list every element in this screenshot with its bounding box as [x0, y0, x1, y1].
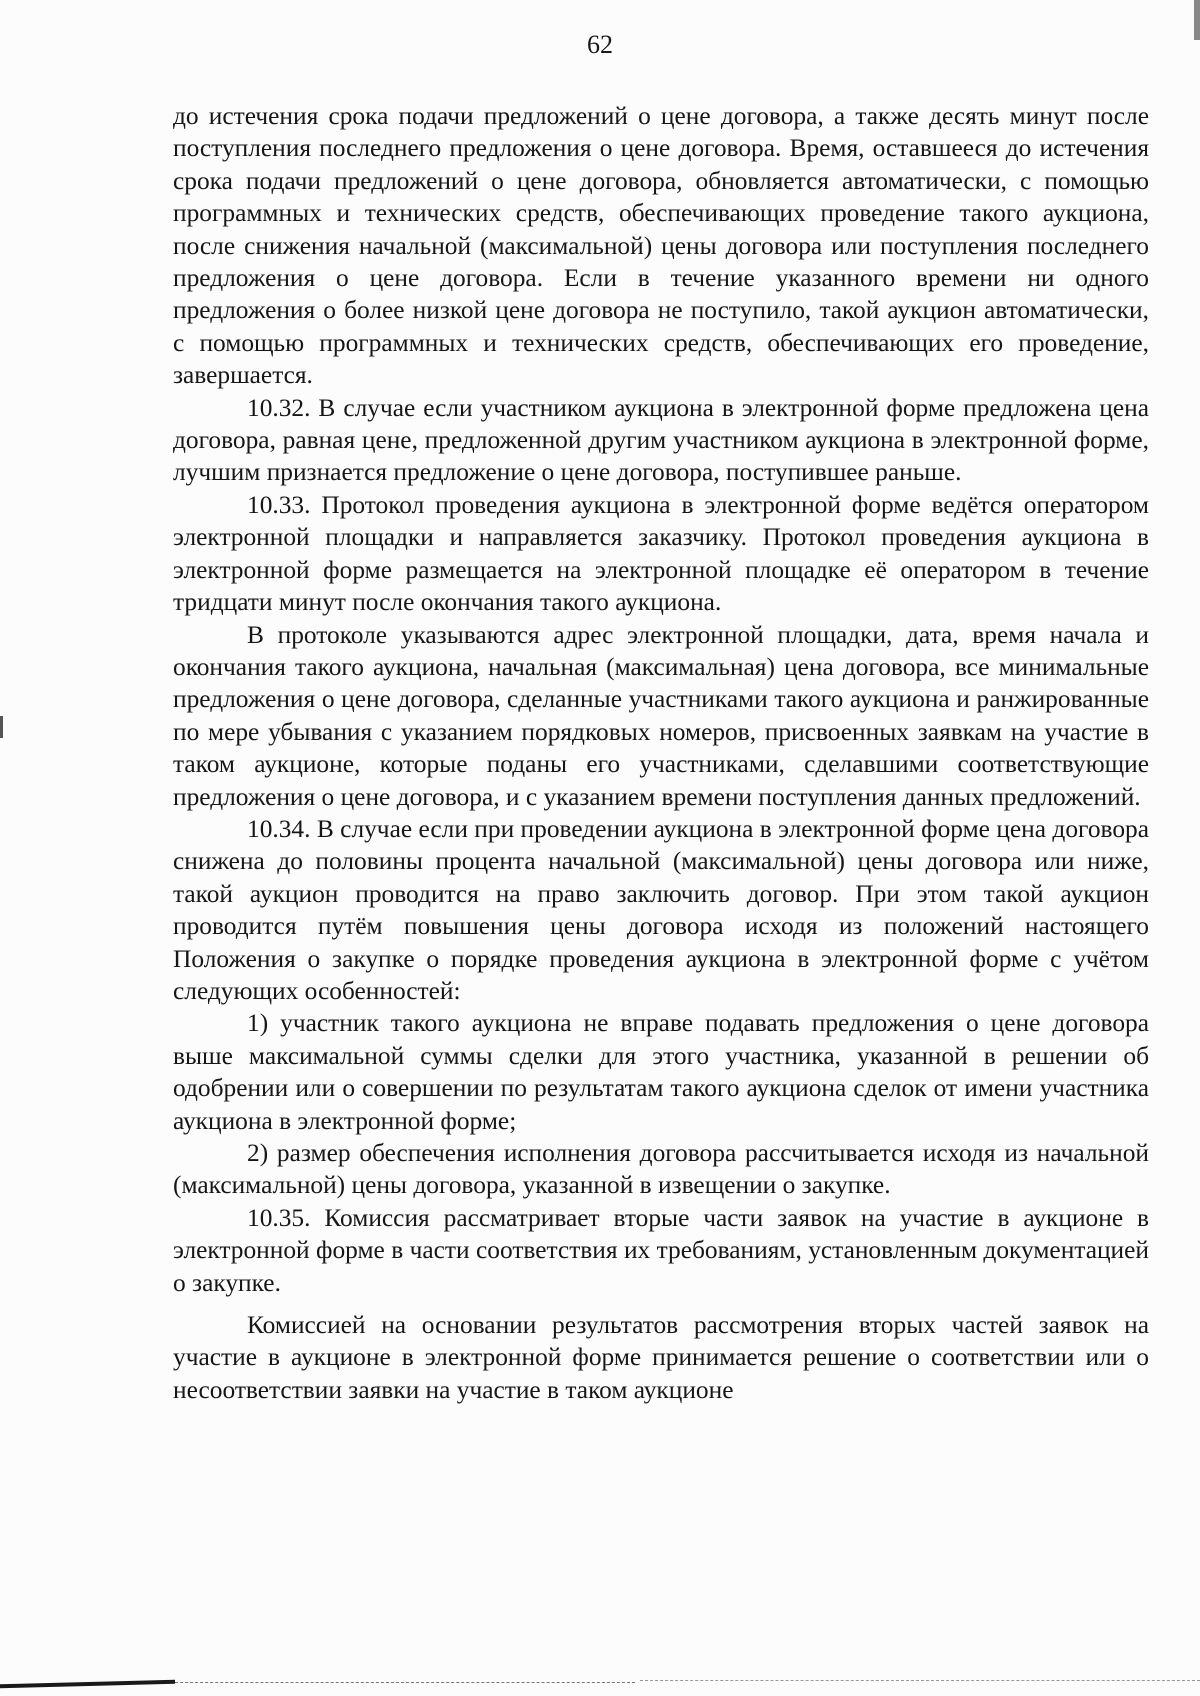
list-item-1: 1) участник такого аукциона не вправе подавать предложения о цене договора выше максимальной суммы сделки для этого участника, указанной в решении об одобрении или о совершении по результатам такого аукциона сделок от имени участника аукциона в электронной форме; [173, 1009, 1149, 1135]
scan-artifact [0, 1670, 1200, 1696]
scan-artifact [0, 716, 3, 738]
paragraph-10-32: 10.32. В случае если участником аукциона в электронной форме предложена цена договора, равная цене, предложенной другим участником аукциона в электронной форме, лучшим признается предложение о цене договора, поступившее раньше. [173, 393, 1149, 487]
paragraph-protocol-contents: В протоколе указываются адрес электронной площадки, дата, время начала и окончания такого аукциона, начальная (максимальная) цена договора, все минимальные предложения о цене договора, сделанные участниками такого аукциона и ранжированные по мере убывания с указанием порядковых номеров, присвоенных заявкам на участие в таком аукционе, которые поданы его участниками, сделавшими соответствующие предложения о цене договора, и с указанием времени поступления данных предложений. [173, 620, 1149, 811]
list-item-2: 2) размер обеспечения исполнения договора рассчитывается исходя из начальной (максимальной) цены договора, указанной в извещении о закупке. [173, 1139, 1149, 1200]
paragraph-10-33: 10.33. Протокол проведения аукциона в электронной форме ведётся оператором электронной площадки и направляется заказчику. Протокол проведения аукциона в электронной форме размещается на электронной площадке её оператором в течение тридцати минут после окончания такого аукциона. [173, 490, 1149, 617]
page-number: 62 [587, 30, 613, 59]
document-body [173, 100, 1149, 1406]
paragraph-continuation: до истечения срока подачи предложений о цене договора, а также десять минут после поступления последнего предложения о цене договора. Время, оставшееся до истечения срока подачи предложений о цене договора, обновляется автоматически, с помощью программных и технических средств, обеспечивающих проведение такого аукциона, после снижения начальной (максимальной) цены договора или поступления последнего предложения о цене договора. Если в течение указанного времени ни одного предложения о более низкой цене договора не поступило, такой аукцион автоматически, с помощью программных и технических средств, обеспечивающих его проведение, завершается. [173, 102, 1149, 390]
paragraph-10-34: 10.34. В случае если при проведении аукциона в электронной форме цена договора снижена до половины процента начальной (максимальной) цены договора или ниже, такой аукцион проводится на право заключить договор. При этом такой аукцион проводится путём повышения цены договора исходя из положений настоящего Положения о закупке о порядке проведения аукциона в электронной форме с учётом следующих особенностей: [173, 814, 1149, 1005]
paragraph-commission-decision: Комиссией на основании результатов рассмотрения вторых частей заявок на участие в аукционе в электронной форме принимается решение о соответствии или о несоответствии заявки на участие в таком аукционе [173, 1311, 1149, 1404]
paragraph-10-35: 10.35. Комиссия рассматривает вторые части заявок на участие в аукционе в электронной форме в части соответствия их требованиям, установленным документацией о закупке. [173, 1203, 1149, 1297]
